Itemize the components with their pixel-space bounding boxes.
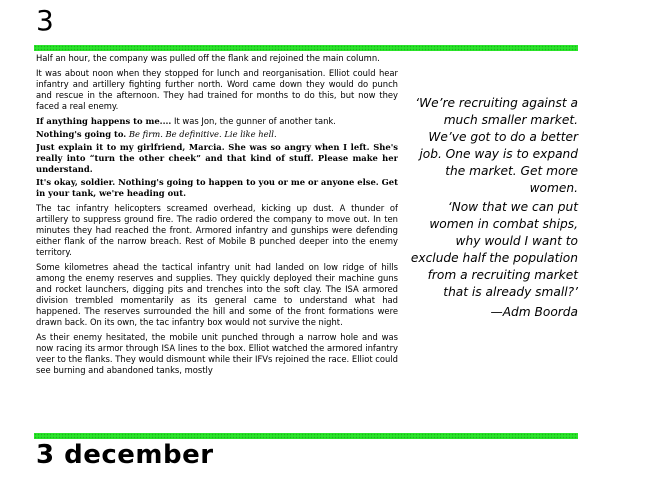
section-date: 3 december xyxy=(36,440,214,470)
story-column xyxy=(36,53,398,433)
dialogue-narration: It was Jon, the gunner of another tank. xyxy=(171,116,336,126)
paragraph: Half an hour, the company was pulled off the flank and rejoined the main column. xyxy=(36,53,380,63)
pull-quote xyxy=(404,95,578,323)
paragraph: It was about noon when they stopped for lunch and reorganisation. Elliot could hear infantry and artillery fighting further north. Word came down they would do punch and rescue in the afternoon. They had trained for months to do this, but now they faced a real enemy. xyxy=(36,68,398,111)
dialogue-line xyxy=(36,116,398,127)
dialogue-line xyxy=(36,129,398,140)
paragraph: As their enemy hesitated, the mobile unit punched through a narrow hole and was now racing its armor through ISA lines to the box. Elliot watched the armored infantry veer to the flanks. They would dismount while their IFVs rejoined the race. Elliot could see burning and abandoned tanks, mostly xyxy=(36,332,398,375)
dialogue-line: Just explain it to my girlfriend, Marcia. She was so angry when I left. She's really into “turn the other cheek” and that kind of stuff. Please make her understand. xyxy=(36,142,398,174)
dialogue-speech: Nothing's going to. xyxy=(36,129,127,139)
quote-paragraph: ‘We’re recruiting against a much smaller market. We’ve got to do a better job. One way is to expand the market. Get more women. xyxy=(415,96,578,195)
paragraph: The tac infantry helicopters screamed overhead, kicking up dust. A thunder of artillery to suppress ground fire. The radio ordered the company to move out. In ten minutes they had reached the front. Armored infantry and gunships were defending either flank of the narrow breach. Rest of Mobile B punched deeper into the enemy territory. xyxy=(36,203,398,257)
quote-paragraph: ‘Now that we can put women in combat ships, why would I want to exclude half the population from a recruiting market that is already small?’ xyxy=(410,200,578,299)
paragraph: Some kilometres ahead the tactical infantry unit had landed on low ridge of hills among the enemy reserves and supplies. They quickly deployed their machine guns and rocket launchers, digging pits and trenches into the soft clay. The ISA armored division trembled momentarily as its general came to understand what had happened. The reserves surrounded the hill and some of the front formations were drawn back. On its own, the tac infantry box would not survive the night. xyxy=(36,262,398,327)
page-number: 3 xyxy=(36,4,55,37)
dialogue-thought: Be firm. Be definitive. Lie like hell. xyxy=(126,129,277,139)
dialogue-line: It's okay, soldier. Nothing's going to happen to you or me or anyone else. Get in your tank, we're heading out. xyxy=(36,177,398,198)
top-band xyxy=(34,45,578,51)
quote-author: —Adm Boorda xyxy=(490,305,578,319)
dialogue-speech: If anything happens to me.... xyxy=(36,116,172,126)
bottom-band xyxy=(34,433,578,439)
